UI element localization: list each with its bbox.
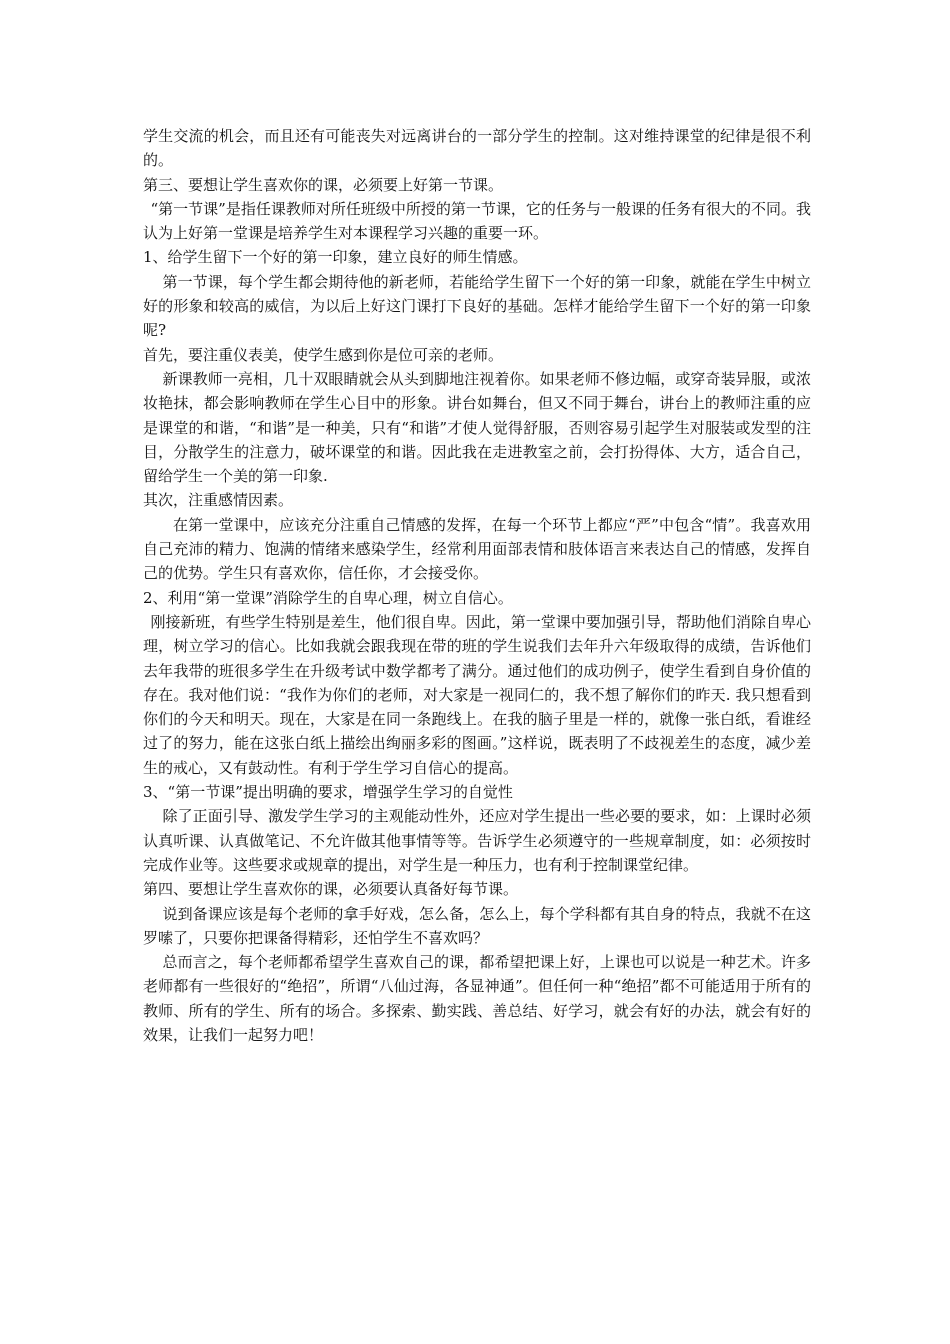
paragraph-conclusion: 总而言之，每个老师都希望学生喜欢自己的课，都希望把课上好，上课也可以说是一种艺术。许多老师都有一些很好的“绝招”，所谓“八仙过海，各显神通”。但任何一种“绝招”都不可能适用于所有的教师、所有的学生、所有的场合。多探索、勤实践、善总结、好学习，就会有好的办法，就会有好的效果，让我们一起努力吧！ (143, 953, 811, 1044)
paragraph-first-impression: 第一节课，每个学生都会期待他的新老师，若能给学生留下一个好的第一印象，就能在学生中树立好的形象和较高的威信，为以后上好这门课打下良好的基础。怎样才能给学生留下一个好的第一印象呢? (143, 272, 811, 340)
subheading-second: 其次，注重感情因素。 (143, 491, 294, 510)
heading-point-1: 1、给学生留下一个好的第一印象，建立良好的师生情感。 (143, 248, 528, 267)
heading-part-four: 第四、要想让学生喜欢你的课，必须要认真备好每节课。 (143, 880, 519, 899)
subheading-first: 首先，要注重仪表美，使学生感到你是位可亲的老师。 (143, 345, 504, 364)
paragraph-requirements: 除了正面引导、激发学生学习的主观能动性外，还应对学生提出一些必要的要求，如：上课时必须认真听课、认真做笔记、不允许做其他事情等等。告诉学生必须遵守的一些规章制度，如：必须按时完成作业等。这些要求或规章的提出，对学生是一种压力，也有利于控制课堂纪律。 (143, 807, 811, 874)
paragraph-appearance: 新课教师一亮相，几十双眼睛就会从头到脚地注视着你。如果老师不修边幅，或穿奇装异服，或浓妆艳抹，都会影响教师在学生心目中的形象。讲台如舞台，但又不同于舞台，讲台上的教师注重的应是课堂的和谐，“和谐”是一种美，只有“和谐”才使人觉得舒服，否则容易引起学生对服装或发型的注目，分散学生的注意力，破坏课堂的和谐。因此我在走进教室之前，会打扮得体、大方，适合自己，留给学生一个美的第一印象. (143, 369, 811, 486)
paragraph-emotion: 在第一堂课中，应该充分注重自己情感的发挥，在每一个环节上都应“严”中包含“情”。我喜欢用自己充沛的精力、饱满的情绪来感染学生，经常利用面部表情和肢体语言来表达自己的情感，发挥自己的优势。学生只有喜欢你，信任你，才会接受你。 (143, 515, 811, 583)
paragraph-continuation: 学生交流的机会，而且还有可能丧失对远离讲台的一部分学生的控制。这对维持课堂的纪律是很不利的。 (143, 127, 811, 170)
heading-point-2: 2、利用“第一堂课”消除学生的自卑心理，树立自信心。 (143, 588, 513, 607)
document-page (143, 124, 811, 1047)
heading-point-3: 3、“第一节课”提出明确的要求，增强学生学习的自觉性 (143, 783, 513, 802)
paragraph-lesson-prep: 说到备课应该是每个老师的拿手好戏，怎么备，怎么上，每个学科都有其自身的特点，我就不在这罗嗦了，只要你把课备得精彩，还怕学生不喜欢吗？ (143, 904, 811, 947)
paragraph-self-confidence: 刚接新班，有些学生特别是差生，他们很自卑。因此，第一堂课中要加强引导，帮助他们消除自卑心理，树立学习的信心。比如我就会跟我现在带的班的学生说我们去年升六年级取得的成绩，告诉他们去年我带的班很多学生在升级考试中数学都考了满分。通过他们的成功例子，使学生看到自身价值的存在。我对他们说：“我作为你们的老师，对大家是一视同仁的，我不想了解你们的昨天. 我只想看到你们的今天和明天。现在，大家是在同一条跑线上。在我的脑子里是一样的，就像一张白纸，看谁经过了的努力，能在这张白纸上描绘出绚丽多彩的图画。”这样说，既表明了不歧视差生的态度，减少差生的戒心，又有鼓动性。有利于学生学习自信心的提高。 (143, 612, 811, 777)
paragraph-first-lesson-definition: “第一节课”是指任课教师对所任班级中所授的第一节课，它的任务与一般课的任务有很大的不同。我认为上好第一堂课是培养学生对本课程学习兴趣的重要一环。 (143, 199, 811, 243)
heading-part-three: 第三、要想让学生喜欢你的课，必须要上好第一节课。 (143, 175, 504, 194)
